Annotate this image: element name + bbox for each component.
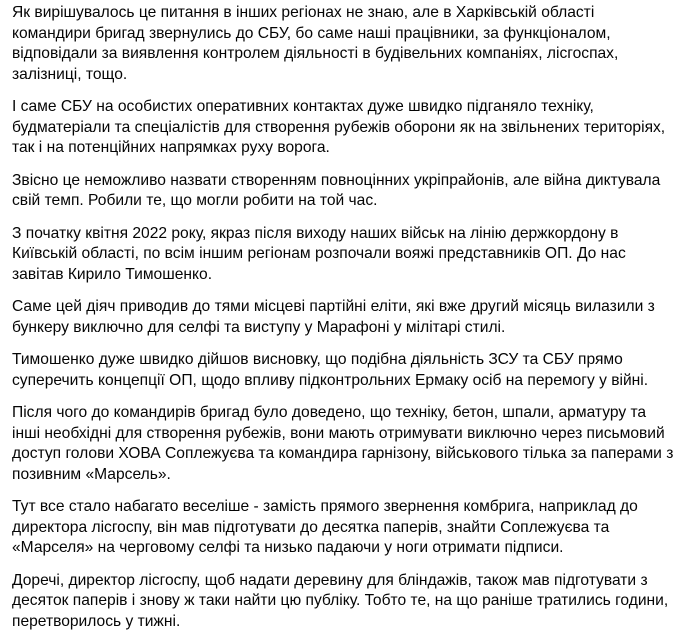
paragraph-2: І саме СБУ на особистих оперативних контактах дуже швидко підганяло техніку, будматеріали та спеціалістів для створення рубежів оборони як на звільнених територіях, так і на потенційних напрямках руху ворога. — [12, 97, 674, 159]
paragraph-5: Саме цей діяч приводив до тями місцеві партійні еліти, які вже другий місяць вилазили з бункеру виключно для селфі та виступу у Марафоні у мілітарі стилі. — [12, 297, 674, 338]
paragraph-8: Тут все стало набагато веселіше - замість прямого звернення комбрига, наприклад до директора лісгоспу, він мав підготувати до десятка паперів, знайти Соплежуєва та «Марселя» на черговому селфі та низько падаючи у ноги отримати підписи. — [12, 497, 674, 559]
paragraph-6: Тимошенко дуже швидко дійшов висновку, що подібна діяльність ЗСУ та СБУ прямо суперечить концепції ОП, щодо впливу підконтрольних Ермаку осіб на перемогу у війні. — [12, 350, 674, 391]
paragraph-1: Як вирішувалось це питання в інших регіонах не знаю, але в Харківській області командири бригад звернулись до СБУ, бо саме наші працівники, за функціоналом, відповідали за виявлення контролем діяльності в будівельних компаніях, лісгоспах, залізниці, тощо. — [12, 3, 674, 85]
paragraph-3: Звісно це неможливо назвати створенням повноцінних укріпрайонів, але війна диктувала свій темп. Робили те, що могли робити на той час. — [12, 171, 674, 212]
paragraph-7: Після чого до командирів бригад було доведено, що техніку, бетон, шпали, арматуру та інші необхідні для створення рубежів, вони мають отримувати виключно через письмовий доступ голови ХОВА Соплежуєва та командира гарнізону, військового тілька за паперами з позивним «Марсель». — [12, 403, 674, 485]
post-body — [12, 3, 674, 632]
paragraph-9: Доречі, директор лісгоспу, щоб надати деревину для бліндажів, також мав підготувати з десяток паперів і знову ж таки найти цю публіку. Тобто те, на що раніше тратились години, перетворилось у тижні. — [12, 571, 674, 632]
paragraph-4: З початку квітня 2022 року, якраз після виходу наших військ на лінію держкордону в Київській області, по всім іншим регіонам розпочали вояжі представників ОП. До нас завітав Кирило Тимошенко. — [12, 224, 674, 286]
